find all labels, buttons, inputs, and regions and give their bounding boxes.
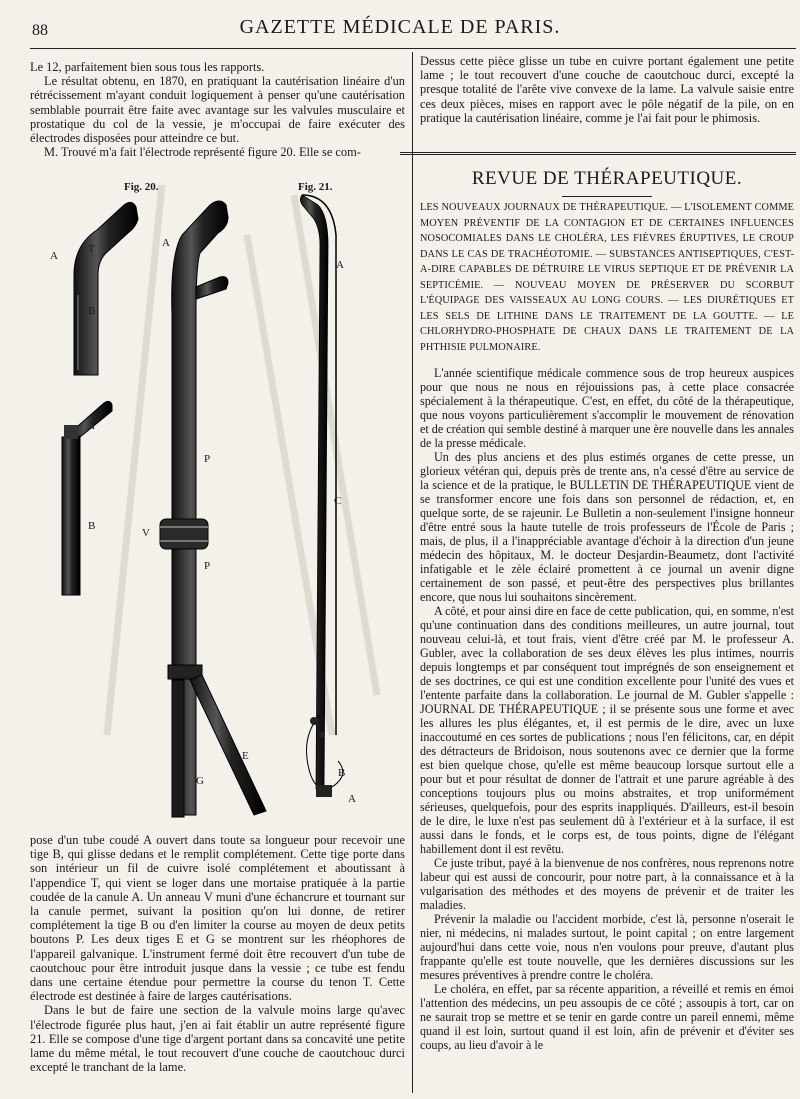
paragraph: A côté, et pour ainsi dire en face de cette publication, qui, en somme, n'est qu'une continuation dans des conditions meilleures, un autre journal, tout nouveau celui-là, et tout frais, vient d'être créé par M. le professeur A. Gubler, avec la collaboration de ses deux élèves les plus intimes, nourris depuis longtemps et par conséquent tout imprégnés de son enseignement et de ses doctrines, ce qui est une condition excellente pour l'unité des vues et l'entente parfaite dans la collaboration. Le journal de M. Gubler s'appelle : JOURNAL DE THÉRAPEUTIQUE ; il se présente sous une forme et avec les allures les plus élégantes, et, il est permis de le dire, avec un luxe inaccoutumé en ces sortes de publications ; nous l'en félicitons, car, en dépit des détracteurs de Bridoison, nous soutenons avec ce dernier que la forme est bien quelque chose, qu'elle est même beaucoup lorsque surtout elle a pour but et pour résultat de donner de l'attrait et une parure agréable à des conceptions toujours plus ou moins abstraites, et trop uniformément sérieuses, quelquefois, pour des esprits inappliqués. D'ailleurs, est-il besoin de le dire, le luxe n'est pas seulement dû à l'extérieur et à la surface, il est aussi dans le fonds, et le corps est, de tous points, digne de l'élégant habillement dont il est revêtu. <box>420 604 794 856</box>
paragraph: Prévenir la maladie ou l'accident morbide, c'est là, personne n'oserait le nier, ni médecins, ni malades surtout, le point capital ; on entre largement aujourd'hui dans cette voie, nous n'en voulons pour preuve, d'autant plus frappante qu'elle est toute nouvelle, que les dernières discussions sur les mesures préventives à prendre contre le choléra. <box>420 912 794 982</box>
fig-letter: V <box>142 527 150 539</box>
section-title: REVUE DE THÉRAPEUTIQUE. <box>471 168 743 189</box>
left-column-bottom <box>30 833 405 1074</box>
page-number: 88 <box>32 22 48 39</box>
fig-letter: A <box>162 237 170 249</box>
fig-letter: B <box>88 305 96 317</box>
column-divider <box>412 52 413 1093</box>
fig-letter: P <box>204 453 211 465</box>
paragraph: M. Trouvé m'a fait l'électrode représenté figure 20. Elle se com- <box>44 145 361 160</box>
fig-letter: A <box>348 793 356 805</box>
paragraph: Ce juste tribut, payé à la bienvenue de nos confrères, nous reprenons notre labeur qui est aussi de concourir, pour notre part, à la connaissance et à la vulgarisation des méthodes et des moyens de prévenir et de traiter les maladies. <box>420 856 795 912</box>
journal-title: GAZETTE MÉDICALE DE PARIS. <box>239 16 561 38</box>
paragraph: Le choléra, en effet, par sa récente apparition, a réveillé et remis en émoi l'attention des médecins, un peu assoupis de ce côté ; assoupis à tort, car on ne saurait trop se mettre et se tenir en garde contre un pareil ennemi, même quand il est loin, surtout quand il est loin, afin de prévenir et d'éviter ses coups, au lieu d'avoir à le <box>420 982 794 1052</box>
fig-letter: G <box>196 775 204 787</box>
fig-letter: B <box>338 767 346 779</box>
fig-letter: A <box>50 250 58 262</box>
fig-letter: T <box>90 420 97 432</box>
paragraph: Un des plus anciens et des plus estimés organes de cette presse, un glorieux vétéran qui, depuis près de trente ans, n'a cessé d'être au service de la science et de la pratique, le BULLETIN DE THÉRAPEUTIQUE vient de se transformer encore une fois dans son personnel de rédaction, et, en quelque sorte, de se rajeunir. Le Bulletin a non-seulement l'insigne honneur d'être entré sous la haute tutelle de trois professeurs de l'École de Paris ; mais, de plus, il a l'inappréciable avantage d'échoir à la direction d'un jeune médecin des hôpitaux, M. le docteur Desjardin-Beaumetz, dont l'activité infatigable et le zèle éclairé promettent à ce journal un avenir digne certainement de son passé, et peut-être des perspectives plus brillantes encore, que nous lui souhaitons sincèrement. <box>420 450 794 604</box>
fig-letter: T <box>88 243 95 255</box>
fig-letter: P <box>204 560 211 572</box>
paragraph: Le 12, parfaitement bien sous tous les rapports. <box>30 60 265 74</box>
fig-letter: A <box>336 259 344 271</box>
right-column-main <box>420 366 794 1052</box>
fig20-caption: Fig. 20. <box>124 181 159 193</box>
paragraph: Dans le but de faire une section de la valvule moins large qu'avec l'électrode figurée plus haut, j'en ai fait établir un autre représenté figure 21. Elle se compose d'une tige d'argent portant dans sa concavité une petite lame du même métal, le tout recouvert d'une couche de caoutchouc durci excepté le tranchant de la lame. <box>30 1003 405 1075</box>
paragraph: Le résultat obtenu, en 1870, en pratiquant la cautérisation linéaire d'un rétrécissement m'ayant conduit logiquement à penser qu'une cautérisation semblable pourrait être faite avec avantage sur les valvules musculaire et prostatique du col de la vessie, je m'occupai de faire exécuter des électrodes disposées pour atteindre ce but. <box>30 74 405 146</box>
electrode-figures <box>32 175 402 825</box>
fig-letter: B <box>88 520 96 532</box>
electrode-illustration <box>32 175 402 825</box>
header-rule <box>30 48 796 49</box>
paragraph: L'année scientifique médicale commence sous de trop heureux auspices pour que nous ne nous en réjouissions pas, à cette place consacrée spécialement à la thérapeutique. C'est, en effet, du côté de la thérapeutique, que nous voyons particulièrement s'accomplir le mouvement de rénovation et de création qui semble destiné à marquer une ère nouvelle dans les annales de la presse médicale. <box>420 366 794 450</box>
fig-letter: E <box>242 750 249 762</box>
title-rule <box>562 196 652 197</box>
paragraph: Dessus cette pièce glisse un tube en cuivre portant également une petite lame ; le tout recouvert d'une couche de caoutchouc durci, excepté la presque totalité de l'arête vive convexe de la lame. La valvule saisie entre ces deux pièces, mises en rapport avec le pôle négatif de la pile, on en pratique la cautérisation linéaire, comme je l'ai fait pour le phimosis. <box>420 54 794 125</box>
section-summary: LES NOUVEAUX JOURNAUX DE THÉRAPEUTIQUE. — L'ISOLEMENT COMME MOYEN PRÉVENTIF DE LA CONTAGION ET DE CERTAINES INFLUENCES NOSOCOMIALES DANS LE CHOLÉRA, LES FIÈVRES ÉRUPTIVES, LE CROUP DANS LE CAS DE TRACHÉOTOMIE. — SUBSTANCES ANTISEPTIQUES, C'EST-A-DIRE CAPABLES DE DÉTRUIRE LE VIRUS SEPTIQUE ET DE PRÉVENIR LA SEPTICÉMIE. — NOUVEAU MOYEN DE PRÉSERVER DU SCORBUT L'ÉQUIPAGE DES VAISSEAUX AU LONG COURS. — LES DIURÉTIQUES ET LES SELS DE LITHINE DANS LE TRAITEMENT DE LA GOUTTE. — LE CHLORHYDRO-PHOSPHATE DE CHAUX DANS LE TRAITEMENT DE LA PHTHISIE PULMONAIRE. <box>420 202 794 353</box>
paragraph: pose d'un tube coudé A ouvert dans toute sa longueur pour recevoir une tige B, qui glisse dedans et le remplit complétement. Cette tige porte dans son intérieur un fil de cuivre isolé complétement et aboutissant à l'appendice T, qui vient se loger dans une mortaise pratiquée à la partie coudée de la canule A. Un anneau V muni d'une échancrure et tournant sur la canule permet, suivant la position qu'on lui donne, de retirer complétement la tige B ou d'en limiter la course au moyen de deux petits boutons P. Les deux tiges E et G se montrent sur les rhéophores de l'appareil galvanique. L'instrument fermé doit être recouvert d'un tube de caoutchouc pour être introduit jusque dans la vessie ; ce tube est fendu dans une certaine étendue pour permettre la course du tenon T. Cette électrode est destinée à faire de larges cautérisations. <box>30 833 405 1004</box>
section-separator <box>400 152 796 155</box>
fig21-caption: Fig. 21. <box>298 181 333 193</box>
fig-letter: C <box>334 495 342 507</box>
right-column-top <box>420 54 794 125</box>
left-column-top <box>30 60 405 159</box>
